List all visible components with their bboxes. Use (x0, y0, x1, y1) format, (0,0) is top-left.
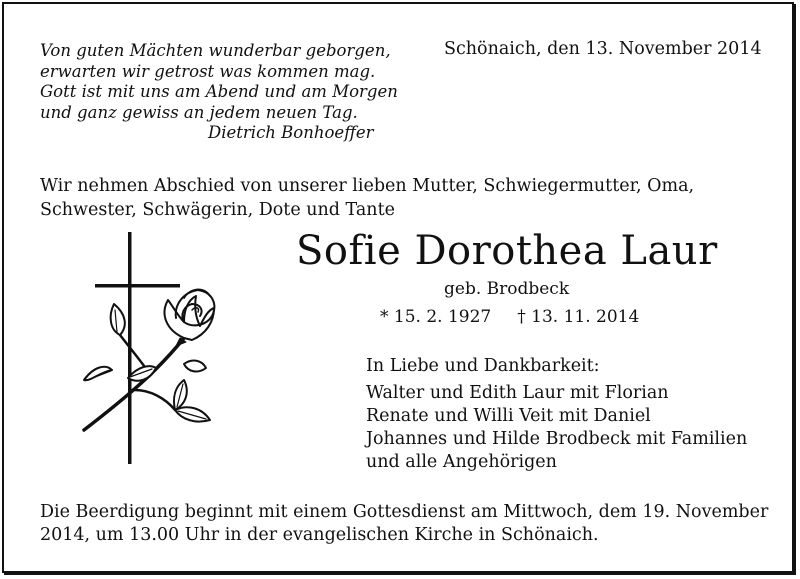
poem-line: und ganz gewiss an jedem neuen Tag. (40, 102, 358, 122)
funeral-info (40, 501, 780, 547)
cross-icon (95, 232, 180, 464)
funeral-line: Die Beerdigung beginnt mit einem Gottesdienst am Mittwoch, dem 19. November (40, 502, 769, 522)
rose-icon (84, 289, 214, 430)
intro-line: Wir nehmen Abschied von unserer lieben Mutter, Schwiegermutter, Oma, (40, 176, 695, 196)
intro-text (40, 174, 740, 222)
birth-date: * 15. 2. 1927 (380, 307, 492, 327)
place-date: Schönaich, den 13. November 2014 (444, 39, 762, 59)
mourner-line: Johannes und Hilde Brodbeck mit Familien (366, 429, 748, 449)
poem-line: Gott ist mit uns am Abend und am Morgen (40, 82, 398, 102)
obituary-notice (2, 2, 794, 573)
poem-line: erwarten wir getrost was kommen mag. (40, 61, 376, 81)
mourner-line: Walter und Edith Laur mit Florian (366, 383, 669, 403)
intro-line: Schwester, Schwägerin, Dote und Tante (40, 200, 395, 220)
cross-rose-emblem (80, 230, 220, 470)
mourner-line: und alle Angehörigen (366, 452, 557, 472)
mourners-heading: In Liebe und Dankbarkeit: (366, 356, 600, 376)
deceased-name: Sofie Dorothea Laur (296, 228, 718, 274)
mourners (366, 355, 747, 474)
funeral-line: 2014, um 13.00 Uhr in der evangelischen Kirche in Schönaich. (40, 525, 599, 545)
death-date: † 13. 11. 2014 (517, 307, 640, 327)
birth-name: geb. Brodbeck (444, 279, 570, 299)
poem-author: Dietrich Bonhoeffer (208, 123, 374, 143)
life-dates (380, 307, 639, 327)
poem-line: Von guten Mächten wunderbar geborgen, (40, 41, 391, 60)
poem (40, 41, 398, 144)
mourner-line: Renate und Willi Veit mit Daniel (366, 406, 651, 426)
